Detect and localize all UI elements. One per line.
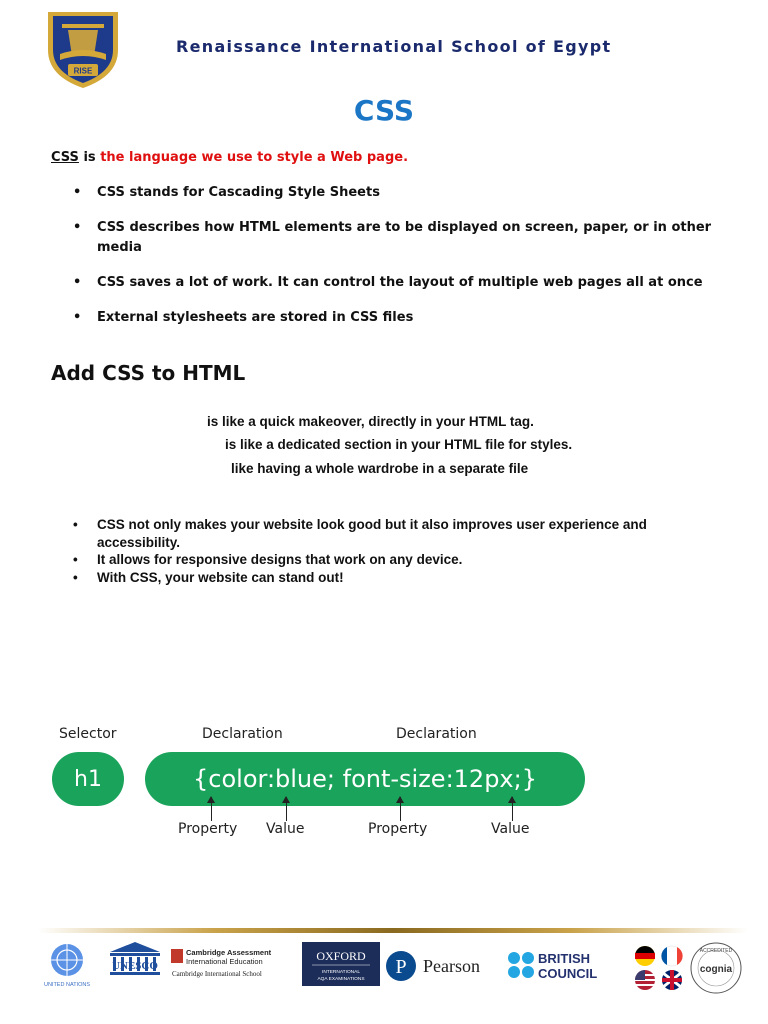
oxford-aqa-logo bbox=[302, 942, 380, 986]
list-item: • CSS stands for Cascading Style Sheets bbox=[73, 183, 723, 203]
list-item: • CSS not only makes your website look good but it also improves user experience and accessibility. bbox=[73, 516, 713, 551]
declaration-code-pill: {color:blue; font-size:12px;} bbox=[145, 752, 585, 806]
list-item: • It allows for responsive designs that work on any device. bbox=[73, 551, 713, 569]
list-item: • CSS saves a lot of work. It can control the layout of multiple web pages all at once bbox=[73, 273, 723, 293]
cambridge-line-2: International Education bbox=[186, 957, 263, 966]
cognia-text: cognia bbox=[699, 964, 733, 975]
selector-label: Selector bbox=[59, 726, 117, 742]
section-heading: Add CSS to HTML bbox=[51, 361, 246, 385]
svg-text:P: P bbox=[395, 956, 407, 978]
declaration-label-1: Declaration bbox=[202, 726, 283, 742]
internal-css-description: is like a dedicated section in your HTML file for styles. bbox=[225, 437, 573, 452]
united-nations-logo bbox=[44, 944, 90, 988]
value-label-2: Value bbox=[491, 821, 530, 837]
property-label-1: Property bbox=[178, 821, 238, 837]
language-flags-icon bbox=[635, 946, 683, 990]
accreditation-logos bbox=[40, 938, 750, 998]
list-item: • External stylesheets are stored in CSS files bbox=[73, 308, 723, 328]
footer-divider bbox=[38, 928, 748, 933]
school-crest-logo bbox=[42, 6, 124, 90]
declaration-label-2: Declaration bbox=[396, 726, 477, 742]
oxford-sub-2: AQA EXAMINATIONS bbox=[317, 977, 365, 982]
un-caption: UNITED NATIONS bbox=[43, 982, 91, 988]
css-benefits-list bbox=[73, 516, 713, 586]
british-council-logo bbox=[508, 951, 597, 981]
crest-text: RISE bbox=[73, 66, 93, 76]
arrow-up-icon bbox=[286, 797, 287, 821]
council-text: COUNCIL bbox=[538, 966, 598, 981]
arrow-up-icon bbox=[512, 797, 513, 821]
inline-css-description: is like a quick makeover, directly in your HTML tag. bbox=[207, 414, 534, 429]
external-css-description: like having a whole wardrobe in a separate file bbox=[231, 461, 529, 476]
intro-connector: is bbox=[78, 150, 101, 165]
british-text: BRITISH bbox=[538, 951, 590, 966]
property-label-2: Property bbox=[368, 821, 428, 837]
oxford-text: OXFORD bbox=[316, 949, 366, 963]
pearson-logo bbox=[386, 951, 480, 981]
unesco-text: UNESCO bbox=[112, 960, 158, 972]
css-facts-list bbox=[73, 183, 723, 343]
cambridge-line-1: Cambridge Assessment bbox=[186, 948, 272, 957]
cambridge-line-3: Cambridge International School bbox=[172, 970, 262, 978]
intro-sentence bbox=[51, 150, 408, 165]
selector-code-pill: h1 bbox=[52, 752, 124, 806]
list-item: • With CSS, your website can stand out! bbox=[73, 569, 713, 587]
intro-highlight: the language we use to style a Web page. bbox=[100, 150, 409, 165]
cognia-ring-text: ACCREDITED bbox=[699, 948, 733, 954]
cognia-logo bbox=[691, 943, 741, 993]
pearson-text: Pearson bbox=[423, 956, 480, 976]
arrow-up-icon bbox=[400, 797, 401, 821]
page-title: CSS bbox=[353, 94, 415, 127]
value-label-1: Value bbox=[266, 821, 305, 837]
cambridge-logo bbox=[171, 948, 272, 978]
list-item: • CSS describes how HTML elements are to be displayed on screen, paper, or in other media bbox=[73, 218, 723, 258]
oxford-sub-1: INTERNATIONAL bbox=[321, 970, 361, 975]
arrow-up-icon bbox=[211, 797, 212, 821]
unesco-logo bbox=[110, 942, 160, 975]
intro-term: CSS bbox=[51, 150, 79, 165]
school-name: Renaissance International School of Egypt bbox=[176, 37, 612, 56]
